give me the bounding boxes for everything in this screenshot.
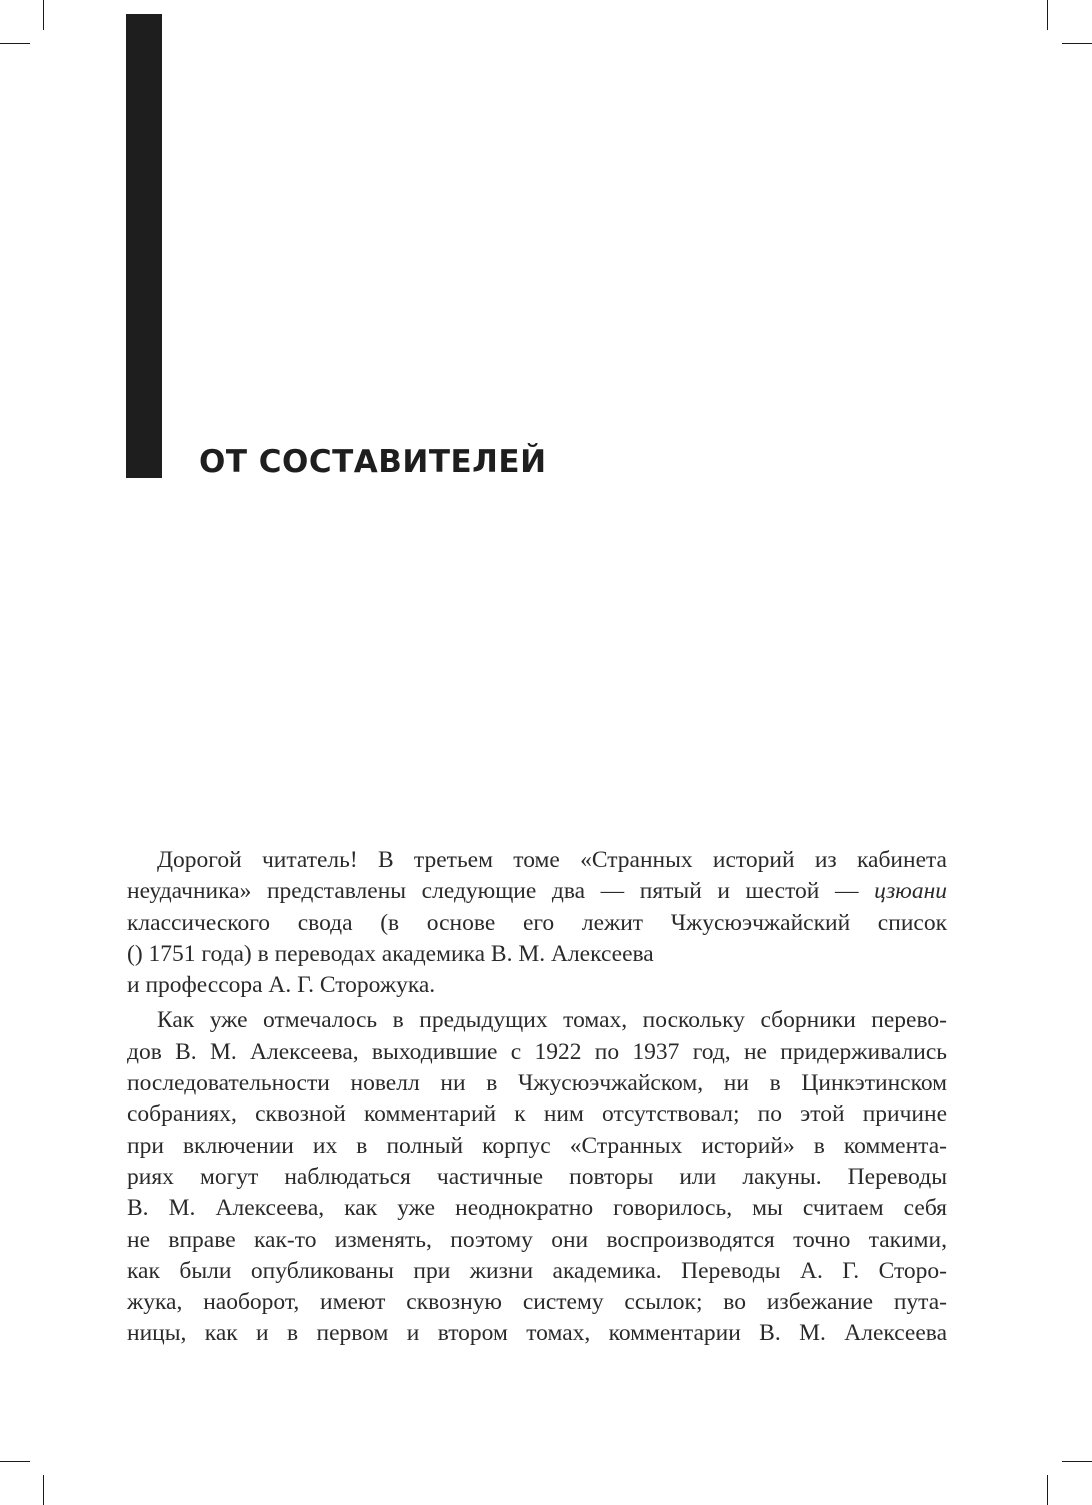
text-line: Дорогой читатель! В третьем томе «Странных историй из кабинета: [157, 847, 947, 873]
text-line: при включении их в полный корпус «Странных историй» в коммента-: [127, 1132, 947, 1159]
crop-mark-bottom-right-h: [1062, 1461, 1092, 1462]
text-line: Как уже отмечалось в предыдущих томах, поскольку сборники перево-: [157, 1007, 947, 1034]
text-segment: неудачника» представлены следующие два — пятый и шестой —: [127, 878, 859, 905]
text-line: не вправе как-то изменять, поэтому они воспроизводятся точно такими,: [127, 1226, 947, 1253]
text-line: () 1751 года) в переводах академика В. М. Алексеева: [127, 940, 654, 967]
text-line: риях могут наблюдаться частичные повторы или лакуны. Переводы: [127, 1163, 947, 1190]
text-line: В. М. Алексеева, как уже неоднократно говорилось, мы считаем себя: [127, 1195, 947, 1222]
title-decorative-bar: [126, 14, 162, 478]
text-line: жука, наоборот, имеют сквозную систему ссылок; во избежание пута-: [127, 1289, 947, 1316]
text-line: ницы, как и в первом и втором томах, комментарии В. М. Алексеева: [127, 1320, 947, 1347]
crop-mark-top-right-v: [1047, 0, 1048, 30]
body-text: [127, 845, 947, 1350]
crop-mark-top-left-h: [0, 43, 30, 44]
crop-mark-bottom-right-v: [1047, 1475, 1048, 1505]
crop-mark-bottom-left-v: [43, 1475, 44, 1505]
italic-term: цзюани: [874, 878, 947, 905]
text-line: последовательности новелл ни в Чжусюэчжайском, ни в Цинкэтинском: [127, 1070, 947, 1097]
text-line: и профессора А. Г. Сторожука.: [127, 972, 436, 999]
crop-mark-bottom-left-h: [0, 1461, 30, 1462]
page-title: ОТ СОСТАВИТЕЛЕЙ: [199, 444, 547, 480]
text-line: дов В. М. Алексеева, выходившие с 1922 по 1937 год, не придерживались: [127, 1038, 947, 1065]
text-line: [127, 876, 947, 907]
text-line: собраниях, сквозной комментарий к ним отсутствовал; по этой причине: [127, 1101, 947, 1128]
text-line: как были опубликованы при жизни академика. Переводы А. Г. Сторо-: [127, 1257, 947, 1284]
crop-mark-top-left-v: [43, 0, 44, 30]
crop-mark-top-right-h: [1062, 43, 1092, 44]
text-line: классического свода (в основе его лежит Чжусюэчжайский список: [127, 909, 947, 936]
